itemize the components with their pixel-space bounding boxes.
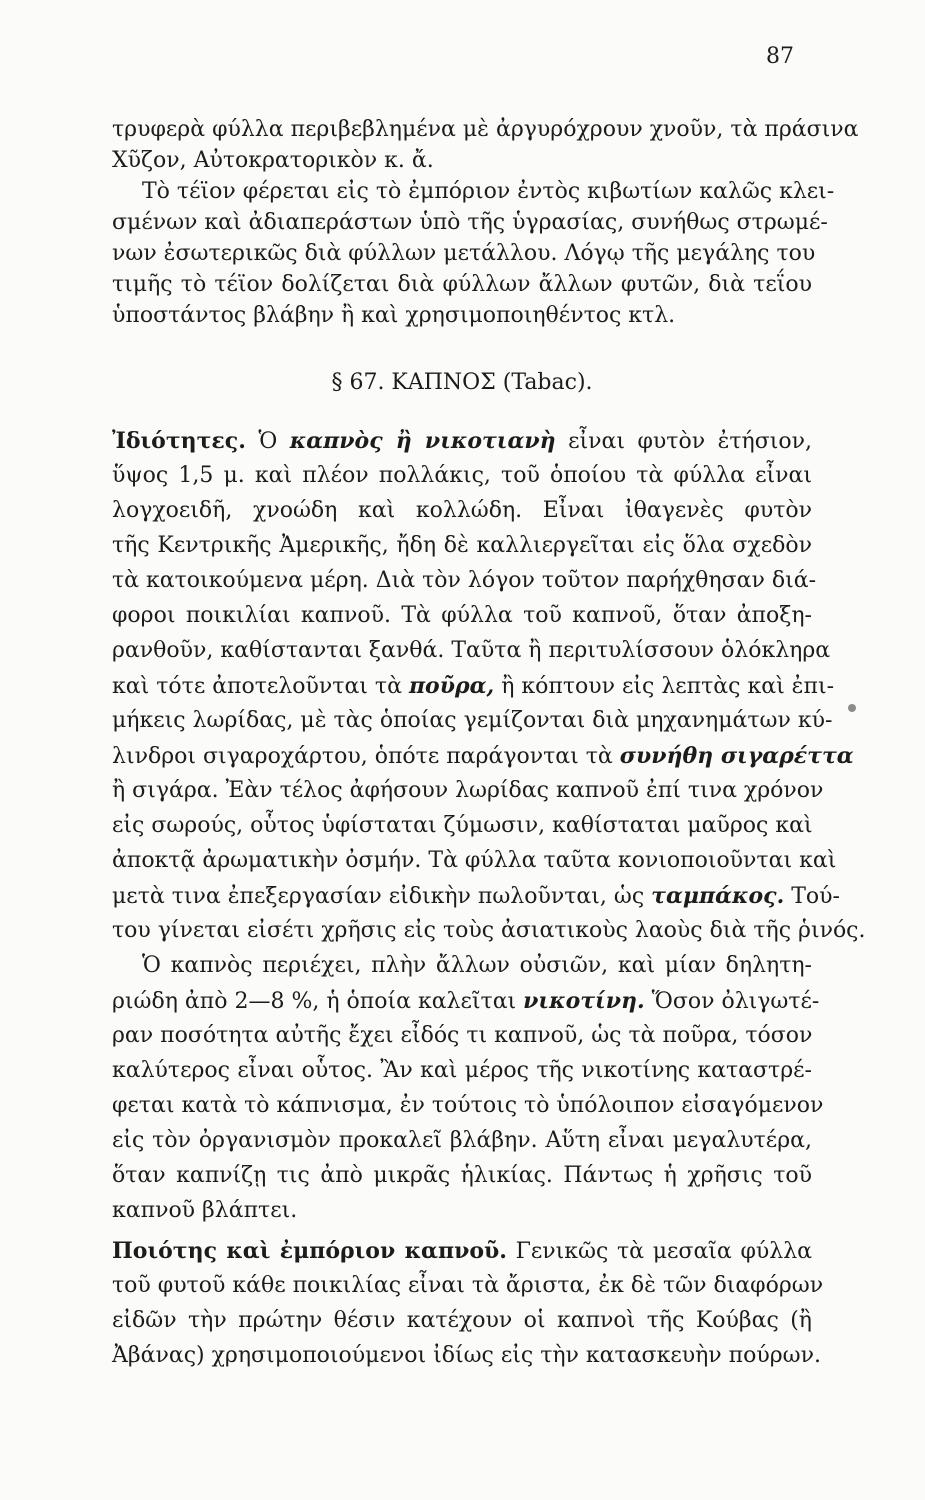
section-title: § 67. ΚΑΠΝΟΣ (Tabac). (331, 370, 593, 395)
text-line: ὅταν καπνίζῃ τις ἀπὸ μικρᾶς ἡλικίας. Πάντως ἡ χρῆσις τοῦ (112, 1163, 812, 1188)
text-line: καλύτερος εἶναι οὗτος. Ἂν καὶ μέρος τῆς νικοτίνης καταστρέ- (112, 1058, 812, 1083)
text-line: Ὁ καπνὸς περιέχει, πλὴν ἄλλων οὐσιῶν, καὶ μίαν δηλητη- (142, 953, 812, 978)
text-line: εἰς τὸν ὀργανισμὸν προκαλεῖ βλάβην. Αὕτη εἶναι μεγαλυτέρα, (112, 1128, 812, 1153)
text-line: Ἰδιότητες. Ὁ καπνὸς ἢ νικοτιανὴ εἶναι φυτὸν ἐτήσιον, (112, 428, 812, 454)
text-line: τὰ κατοικούμενα μέρη. Διὰ τὸν λόγον τοῦτον παρήχθησαν διά- (112, 568, 817, 593)
text-line: Ποιότης καὶ ἐμπόριον καπνοῦ. Γενικῶς τὰ μεσαῖα φύλλα (112, 1238, 812, 1264)
text-line: λογχοειδῆ, χνοώδη καὶ κολλώδη. Εἶναι ἰθαγενὲς φυτὸν (112, 498, 812, 523)
text-line: ριώδη ἀπὸ 2—8 %, ἡ ὁποία καλεῖται νικοτίνη. Ὅσον ὀλιγωτέ- (112, 988, 820, 1014)
text-line: ἢ σιγάρα. Ἐὰν τέλος ἀφήσουν λωρίδας καπνοῦ ἐπί τινα χρόνον (112, 778, 824, 803)
text-line: καπνοῦ βλάπτει. (112, 1198, 298, 1223)
emphasis-term: νικοτίνη. (523, 988, 645, 1014)
emphasis-term: συνήθη σιγαρέττα (619, 743, 854, 769)
page-number: 87 (766, 44, 794, 69)
text-line: εἰς σωρούς, οὗτος ὑφίσταται ζύμωσιν, καθίσταται μαῦρος καὶ (112, 813, 813, 838)
text-line: Τὸ τέϊον φέρεται εἰς τὸ ἐμπόριον ἐντὸς κιβωτίων καλῶς κλει- (142, 179, 835, 204)
ink-mark (848, 704, 856, 712)
text-line: μήκεις λωρίδας, μὲ τὰς ὁποίας γεμίζονται διὰ μηχανημάτων κύ- (112, 708, 833, 733)
text-line: φοροι ποικιλίαι καπνοῦ. Τὰ φύλλα τοῦ καπνοῦ, ὅταν ἀποξη- (112, 603, 812, 628)
text-line: ρανθοῦν, καθίστανται ξανθά. Ταῦτα ἢ περιτυλίσσουν ὁλόκληρα (112, 638, 831, 663)
text-line: τῆς Κεντρικῆς Ἀμερικῆς, ἤδη δὲ καλλιεργεῖται εἰς ὅλα σχεδὸν (112, 533, 812, 558)
text-line: νων ἐσωτερικῶς διὰ φύλλων μετάλλου. Λόγῳ τῆς μεγάλης του (112, 241, 816, 266)
text-line: Χῦζον, Αὐτοκρατορικὸν κ. ἄ. (112, 148, 434, 173)
text-line: εἰδῶν τὴν πρώτην θέσιν κατέχουν οἱ καπνοὶ τῆς Κούβας (ἢ (112, 1308, 812, 1333)
emphasis-term: καπνὸς ἢ νικοτιανὴ (289, 428, 556, 454)
emphasis-term: ποῦρα, (408, 673, 495, 699)
text-line: ἀποκτᾷ ἀρωματικὴν ὀσμήν. Τὰ φύλλα ταῦτα κονιοποιοῦνται καὶ (112, 848, 837, 873)
text-line: τιμῆς τὸ τέϊον δολίζεται διὰ φύλλων ἄλλων φυτῶν, διὰ τεΐου (112, 272, 812, 297)
text-line: του γίνεται εἰσέτι χρῆσις εἰς τοὺς ἀσιατικοὺς λαοὺς διὰ τῆς ῥινός. (112, 918, 866, 943)
text-line: ραν ποσότητα αὐτῆς ἔχει εἶδός τι καπνοῦ, ὡς τὰ ποῦρα, τόσον (112, 1023, 813, 1048)
text-line: σμένων καὶ ἀδιαπεράστων ὑπὸ τῆς ὑγρασίας, συνήθως στρωμέ- (112, 210, 828, 235)
text-line: καὶ τότε ἀποτελοῦνται τὰ ποῦρα, ἢ κόπτουν εἰς λεπτὰς καὶ ἐπι- (112, 673, 835, 699)
paragraph-lead: Ἰδιότητες. (112, 428, 246, 454)
text-line: Ἀβάνας) χρησιμοποιούμενοι ἰδίως εἰς τὴν κατασκευὴν πούρων. (112, 1343, 821, 1368)
emphasis-term: ταμπάκος. (651, 883, 785, 909)
text-line: ὑποστάντος βλάβην ἢ καὶ χρησιμοποιηθέντος κτλ. (112, 303, 676, 328)
text-line: φεται κατὰ τὸ κάπνισμα, ἐν τούτοις τὸ ὑπόλοιπον εἰσαγόμενον (112, 1093, 824, 1118)
text-line: μετὰ τινα ἐπεξεργασίαν εἰδικὴν πωλοῦνται, ὡς ταμπάκος. Τού- (112, 883, 840, 909)
text-line: λινδροι σιγαροχάρτου, ὁπότε παράγονται τὰ συνήθη σιγαρέττα (112, 743, 854, 769)
text-line: τρυφερὰ φύλλα περιβεβλημένα μὲ ἀργυρόχρουν χνοῦν, τὰ πράσινα (112, 117, 859, 142)
text-line: ὕψος 1,5 μ. καὶ πλέον πολλάκις, τοῦ ὁποίου τὰ φύλλα εἶναι (112, 463, 812, 488)
paragraph-lead: Ποιότης καὶ ἐμπόριον καπνοῦ. (112, 1238, 507, 1264)
text-line: τοῦ φυτοῦ κάθε ποικιλίας εἶναι τὰ ἄριστα, ἐκ δὲ τῶν διαφόρων (112, 1273, 824, 1298)
